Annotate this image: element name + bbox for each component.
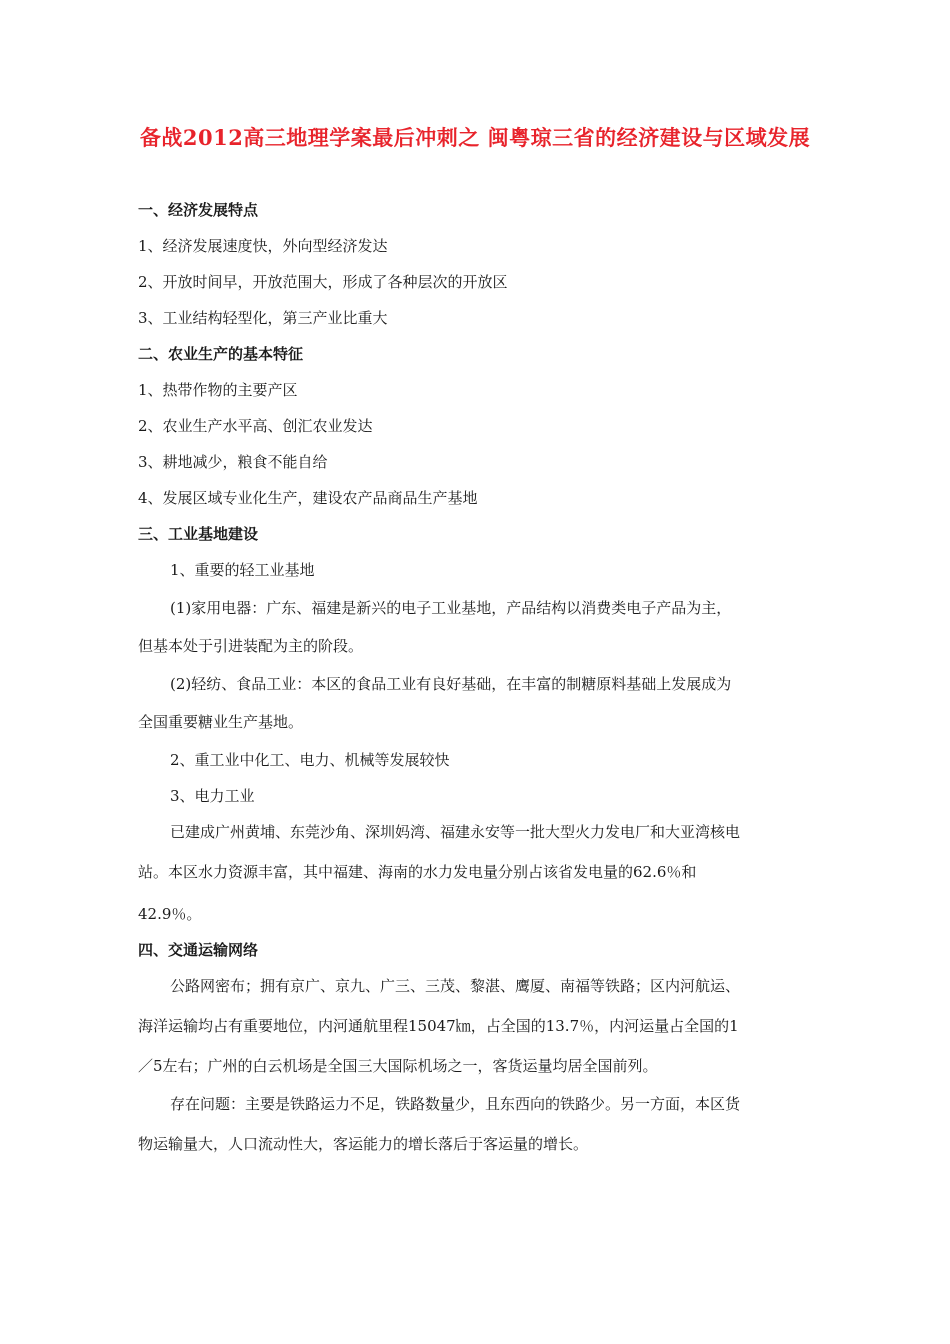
paragraph-line: 1、重要的轻工业基地: [170, 561, 315, 579]
paragraph-line: 站。本区水力资源丰富，其中福建、海南的水力发电量分别占该省发电量的62.6％和: [138, 863, 697, 881]
paragraph-line: 但基本处于引进装配为主的阶段。: [138, 637, 364, 655]
paragraph-line: 2、农业生产水平高、创汇农业发达: [138, 417, 373, 435]
paragraph-line: 海洋运输均占有重要地位，内河通航里程15047㎞，占全国的13.7％，内河运量占全国的1: [138, 1017, 739, 1035]
paragraph-line: 1、经济发展速度快，外向型经济发达: [138, 237, 388, 255]
paragraph-line: 42.9％。: [138, 905, 202, 923]
paragraph-line: 1、热带作物的主要产区: [138, 381, 298, 399]
paragraph-line: 3、工业结构轻型化，第三产业比重大: [138, 309, 388, 327]
document-title: 备战2012高三地理学案最后冲刺之 闽粤琼三省的经济建设与区域发展: [139, 125, 811, 150]
section-heading-2: 二、农业生产的基本特征: [138, 345, 304, 363]
section-heading-3: 三、工业基地建设: [138, 525, 259, 543]
paragraph-line: 公路网密布；拥有京广、京九、广三、三茂、黎湛、鹰厦、南福等铁路；区内河航运、: [170, 977, 741, 995]
paragraph-line: 已建成广州黄埔、东莞沙角、深圳妈湾、福建永安等一批大型火力发电厂和大亚湾核电: [170, 823, 741, 841]
section-heading-4: 四、交通运输网络: [138, 941, 259, 959]
paragraph-line: 3、电力工业: [170, 787, 255, 805]
paragraph-line: 3、耕地减少，粮食不能自给: [138, 453, 328, 471]
paragraph-line: (2)轻纺、食品工业：本区的食品工业有良好基础，在丰富的制糖原料基础上发展成为: [170, 675, 732, 693]
paragraph-line: 全国重要糖业生产基地。: [138, 713, 304, 731]
paragraph-line: 4、发展区域专业化生产，建设农产品商品生产基地: [138, 489, 478, 507]
paragraph-line: (1)家用电器：广东、福建是新兴的电子工业基地，产品结构以消费类电子产品为主，: [170, 599, 732, 617]
section-heading-1: 一、经济发展特点: [138, 201, 259, 219]
paragraph-line: 物运输量大，人口流动性大，客运能力的增长落后于客运量的增长。: [138, 1135, 589, 1153]
paragraph-line: 2、开放时间早，开放范围大，形成了各种层次的开放区: [138, 273, 508, 291]
paragraph-line: ／5左右；广州的白云机场是全国三大国际机场之一，客货运量均居全国前列。: [138, 1057, 658, 1075]
paragraph-line: 存在问题：主要是铁路运力不足，铁路数量少，且东西向的铁路少。另一方面，本区货: [170, 1095, 741, 1113]
paragraph-line: 2、重工业中化工、电力、机械等发展较快: [170, 751, 450, 769]
